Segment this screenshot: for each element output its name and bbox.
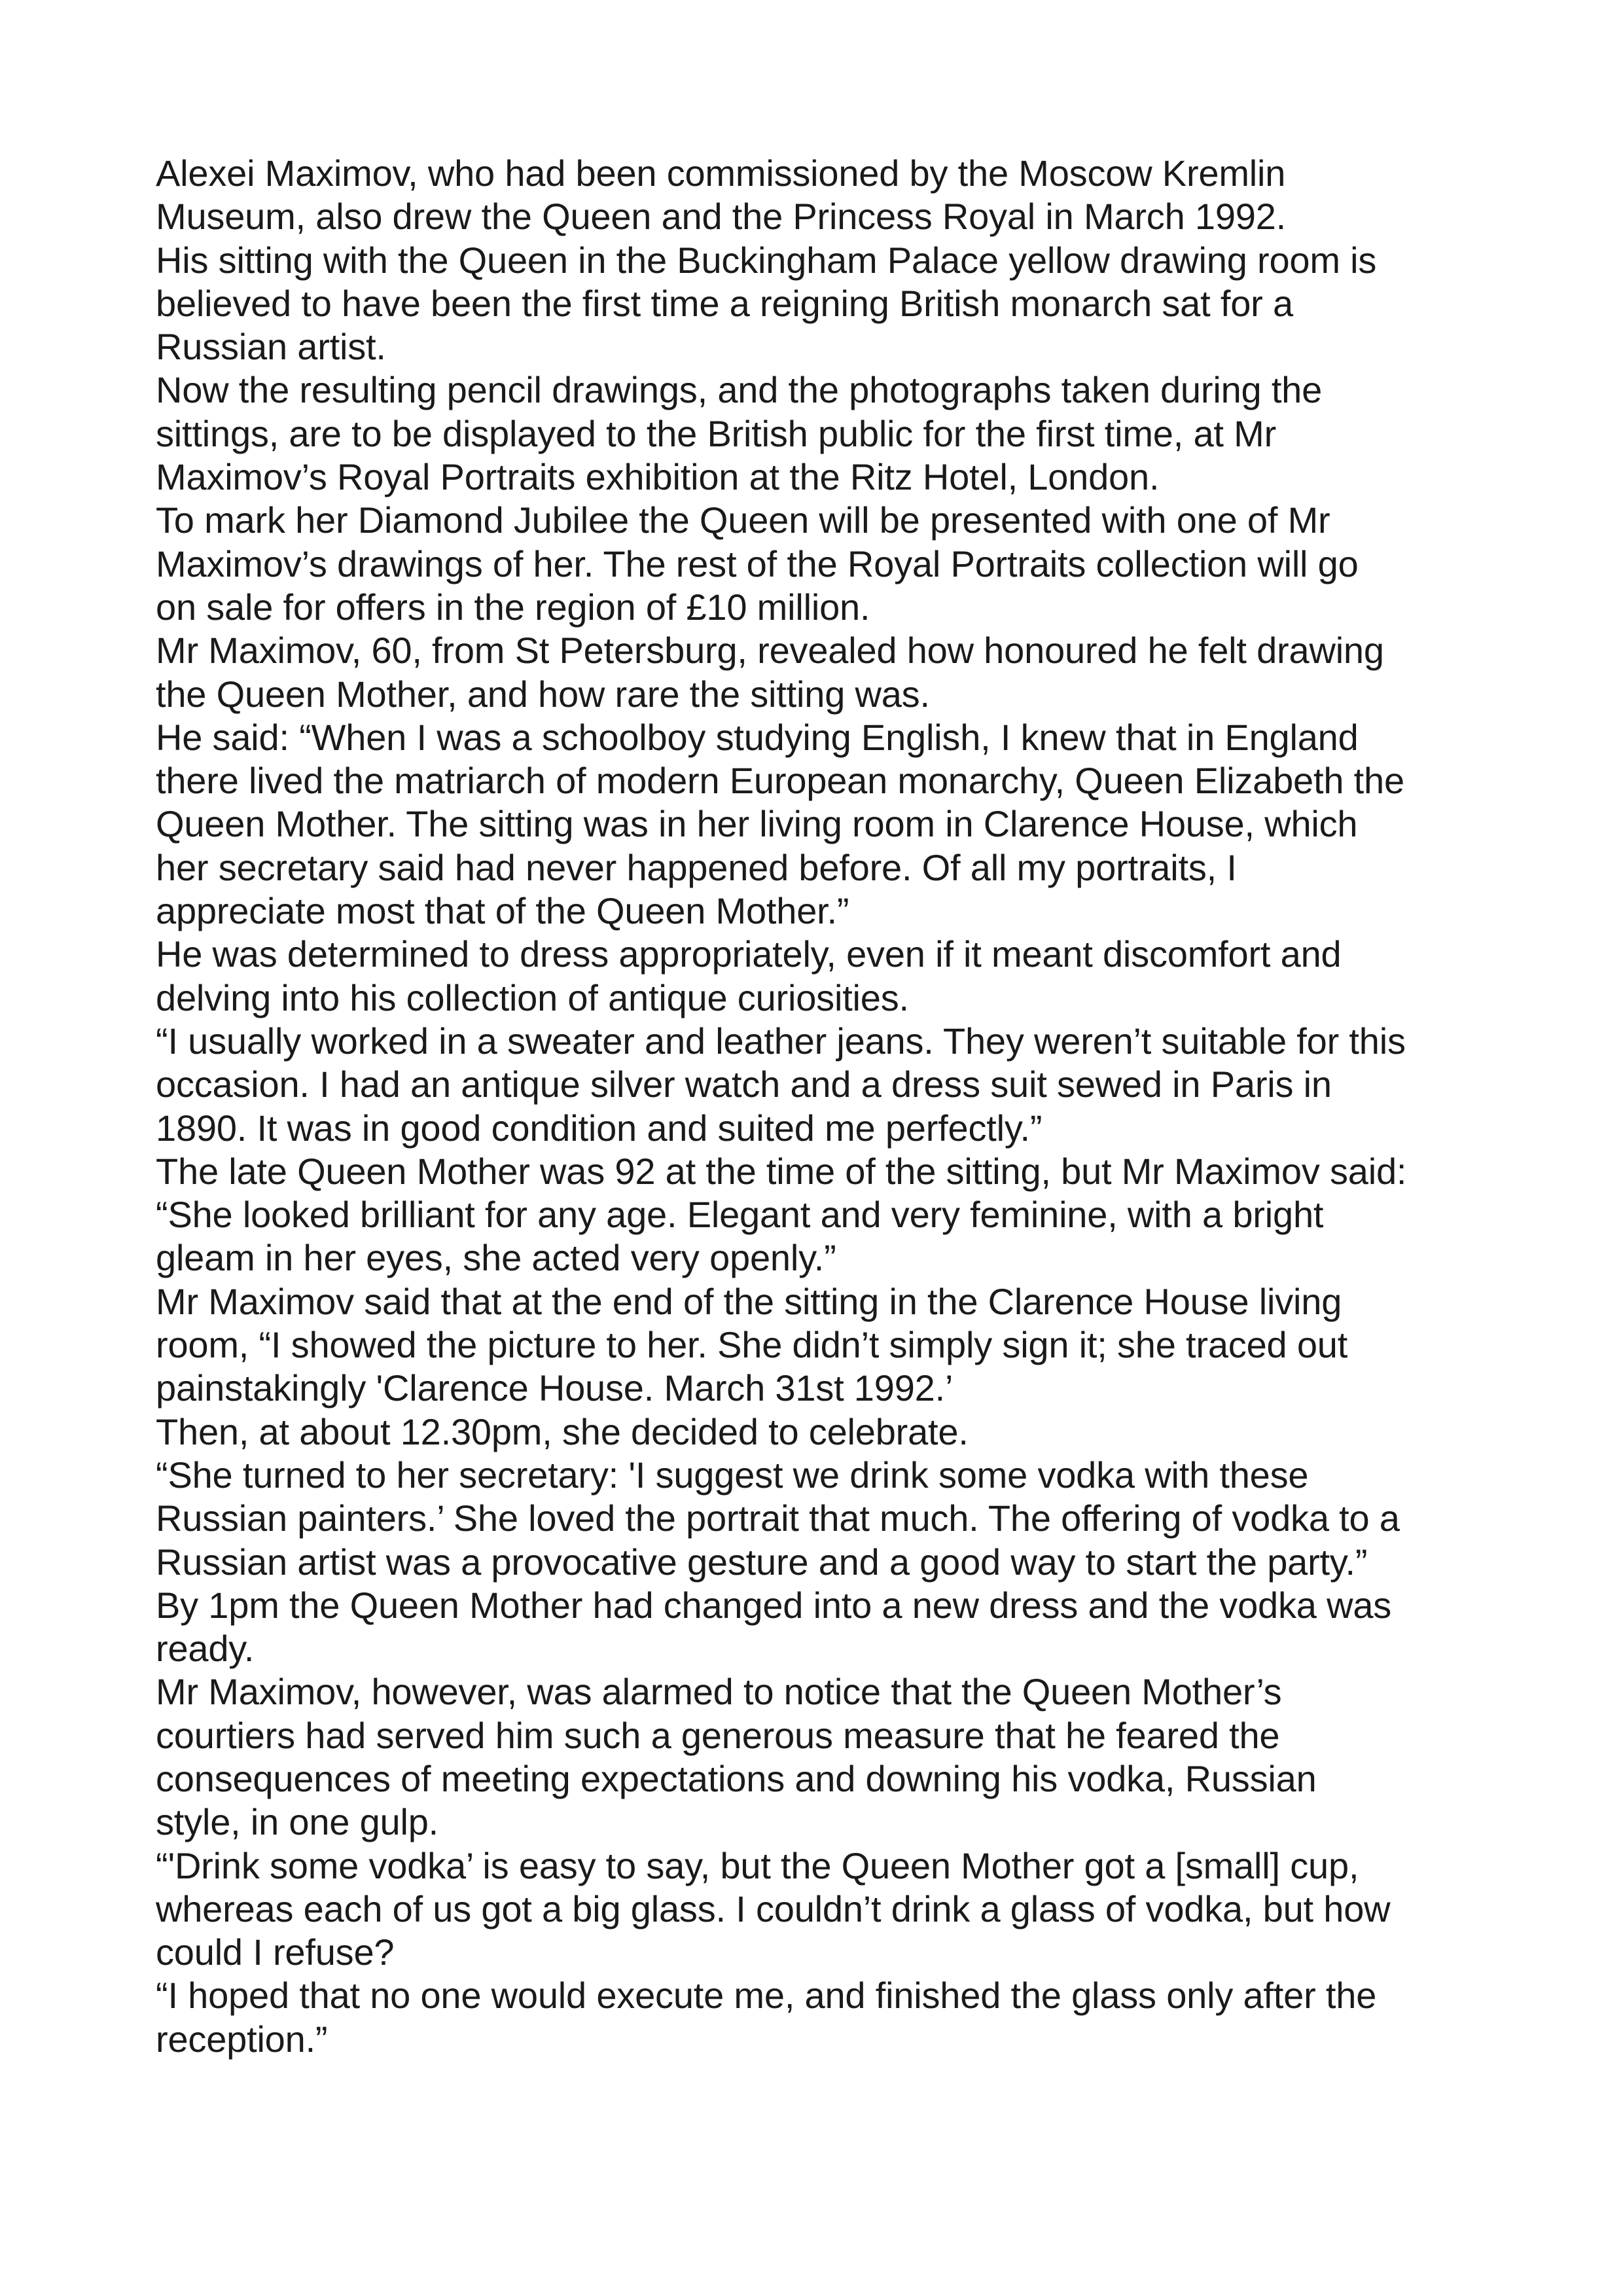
text-line: the Queen Mother, and how rare the sitting was. bbox=[156, 673, 930, 715]
text-line: her secretary said had never happened before. Of all my portraits, I bbox=[156, 846, 1237, 888]
text-line: Museum, also drew the Queen and the Princess Royal in March 1992. bbox=[156, 196, 1287, 238]
text-line: Russian artist was a provocative gesture and a good way to start the party.” bbox=[156, 1541, 1368, 1583]
text-line: “I usually worked in a sweater and leather jeans. They weren’t suitable for this bbox=[156, 1020, 1406, 1062]
text-line: style, in one gulp. bbox=[156, 1801, 439, 1843]
text-line: ready. bbox=[156, 1628, 255, 1670]
text-line: Mr Maximov said that at the end of the sitting in the Clarence House living bbox=[156, 1280, 1342, 1322]
text-line: He was determined to dress appropriately, even if it meant discomfort and bbox=[156, 933, 1342, 975]
text-line: Maximov’s drawings of her. The rest of the Royal Portraits collection will go bbox=[156, 543, 1359, 584]
text-line: “I hoped that no one would execute me, and finished the glass only after the bbox=[156, 1975, 1377, 2017]
text-line: The late Queen Mother was 92 at the time of the sitting, but Mr Maximov said: bbox=[156, 1150, 1407, 1192]
text-line: there lived the matriarch of modern European monarchy, Queen Elizabeth the bbox=[156, 760, 1404, 802]
text-line: He said: “When I was a schoolboy studying English, I knew that in England bbox=[156, 716, 1359, 758]
text-line: occasion. I had an antique silver watch and a dress suit sewed in Paris in bbox=[156, 1064, 1332, 1105]
text-line: on sale for offers in the region of £10 million. bbox=[156, 586, 870, 628]
text-line: consequences of meeting expectations and downing his vodka, Russian bbox=[156, 1757, 1317, 1799]
text-line: Russian painters.’ She loved the portrait that much. The offering of vodka to a bbox=[156, 1498, 1400, 1539]
text-line: Now the resulting pencil drawings, and the photographs taken during the bbox=[156, 369, 1323, 411]
text-line: gleam in her eyes, she acted very openly.” bbox=[156, 1237, 836, 1279]
text-line: sittings, are to be displayed to the British public for the first time, at Mr bbox=[156, 412, 1277, 454]
text-line: reception.” bbox=[156, 2018, 328, 2060]
text-line: Queen Mother. The sitting was in her living room in Clarence House, which bbox=[156, 803, 1358, 845]
document-body bbox=[156, 152, 1504, 2061]
text-line: By 1pm the Queen Mother had changed into a new dress and the vodka was bbox=[156, 1584, 1392, 1626]
text-line: “She turned to her secretary: 'I suggest we drink some vodka with these bbox=[156, 1454, 1309, 1496]
text-line: To mark her Diamond Jubilee the Queen will be presented with one of Mr bbox=[156, 499, 1330, 541]
text-line: painstakingly 'Clarence House. March 31st 1992.’ bbox=[156, 1367, 954, 1409]
text-line: delving into his collection of antique curiosities. bbox=[156, 977, 909, 1018]
text-line: Mr Maximov, however, was alarmed to notice that the Queen Mother’s bbox=[156, 1671, 1282, 1713]
text-line: “'Drink some vodka’ is easy to say, but the Queen Mother got a [small] cup, bbox=[156, 1844, 1359, 1886]
text-line: Then, at about 12.30pm, she decided to celebrate. bbox=[156, 1410, 969, 1452]
text-line: “She looked brilliant for any age. Elegant and very feminine, with a bright bbox=[156, 1194, 1324, 1236]
text-line: courtiers had served him such a generous measure that he feared the bbox=[156, 1714, 1280, 1756]
text-line: Maximov’s Royal Portraits exhibition at the Ritz Hotel, London. bbox=[156, 456, 1160, 498]
text-line: Mr Maximov, 60, from St Petersburg, revealed how honoured he felt drawing bbox=[156, 630, 1384, 672]
text-line: appreciate most that of the Queen Mother.” bbox=[156, 890, 849, 932]
text-line: whereas each of us got a big glass. I couldn’t drink a glass of vodka, but how bbox=[156, 1888, 1391, 1929]
text-line: believed to have been the first time a reigning British monarch sat for a bbox=[156, 282, 1293, 324]
text-line: room, “I showed the picture to her. She didn’t simply sign it; she traced out bbox=[156, 1324, 1348, 1366]
text-line: 1890. It was in good condition and suited me perfectly.” bbox=[156, 1107, 1043, 1149]
text-line: Russian artist. bbox=[156, 326, 386, 368]
text-line: Alexei Maximov, who had been commissioned by the Moscow Kremlin bbox=[156, 152, 1286, 194]
text-line: His sitting with the Queen in the Buckingham Palace yellow drawing room is bbox=[156, 239, 1377, 281]
text-line: could I refuse? bbox=[156, 1931, 395, 1973]
